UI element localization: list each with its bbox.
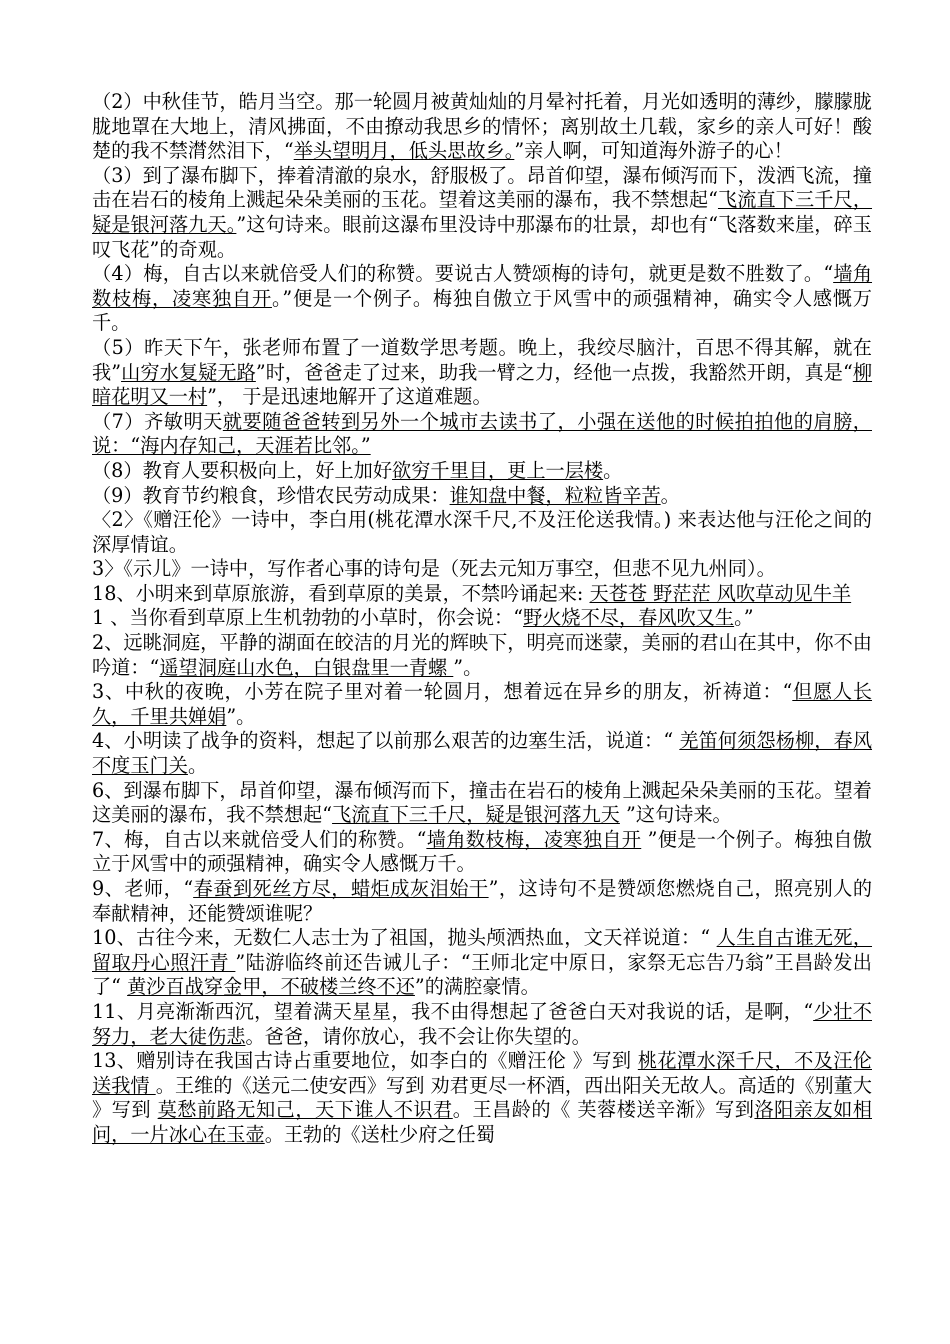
- underlined-answer: 天苍苍 野茫茫 风吹草动见牛羊: [589, 581, 852, 605]
- text-run: （2）中秋佳节，皓月当空。那一轮圆月被黄灿灿的月晕衬托着，月光如透明的薄纱，朦朦胧胧地罩在大地上，清风拂面，不由撩动我思乡的情怀；离别故土几载，家乡的亲人可好！酸楚的我不禁潸然泪下，“: [92, 90, 872, 163]
- paragraph: [92, 582, 872, 607]
- underlined-answer: 人生自古谁无死，留取丹心照汗青: [92, 926, 873, 974]
- text-run: 。王昌龄的《 芙蓉楼送辛渐》写到: [452, 1098, 755, 1122]
- underlined-answer: 少壮不努力，老大徒伤悲: [92, 999, 872, 1048]
- text-run: 。: [603, 458, 623, 482]
- paragraph: [92, 926, 872, 1000]
- underlined-answer: 野火烧不尽，春风吹又生: [523, 606, 735, 630]
- underlined-answer: 就要随爸爸转到另外一个城市去读书了，小强在送他的时候拍拍他的肩膀，说：“海内存知己，天涯若比邻。”: [92, 409, 872, 458]
- text-run: ”， 于是迅速地解开了这道难题。: [207, 385, 492, 409]
- underlined-answer: 黄沙百战穿金甲，不破楼兰终不还: [127, 975, 415, 999]
- text-run: ”。: [226, 704, 256, 728]
- text-run: 9、老师，“: [92, 877, 194, 900]
- text-run: ”时，爸爸走了过来，助我一臂之力，经他一点拨，我豁然开朗，真是“: [255, 360, 853, 384]
- paragraph: [92, 1000, 872, 1049]
- underlined-answer: 羌笛何须怨杨柳，春风不度玉门关: [92, 729, 873, 778]
- paragraph: [92, 508, 872, 557]
- paragraph: [92, 680, 872, 729]
- paragraph: [92, 459, 872, 484]
- text-run: 。王维的《送元二使安西》写到 劝君更尽一杯酒，西出阳关无故人。高适的《别董大 》写到: [92, 1073, 872, 1122]
- text-run: ”陆游临终前还告诫儿子：“王师北定中原日，家祭无忘告乃翁”王昌龄发出了“: [92, 950, 872, 999]
- underlined-answer: 山穷水复疑无路: [121, 360, 256, 384]
- text-run: 13、赠别诗在我国古诗占重要地位，如李白的《赠汪伦 》写到: [92, 1049, 638, 1073]
- underlined-answer: 飞流直下三千尺，疑是银河落九天: [332, 803, 620, 827]
- paragraph: [92, 262, 872, 336]
- text-run: 1 、当你看到草原上生机勃勃的小草时，你会说：“: [92, 606, 524, 630]
- text-run: ”。: [453, 655, 483, 679]
- text-run: ”，这诗句不是赞颂您燃烧自己，照亮别人的奉献精神，还能赞颂谁呢？: [92, 877, 873, 925]
- underlined-answer: 洛阳亲友如相问，一片冰心在玉壶: [92, 1098, 872, 1146]
- text-run: ”这句诗来。: [619, 803, 732, 827]
- text-run: 。: [660, 483, 680, 507]
- paragraph: [92, 336, 872, 410]
- paragraph: [92, 1049, 872, 1147]
- paragraph: [92, 164, 872, 262]
- paragraph: [92, 90, 872, 164]
- text-run: 3、中秋的夜晚，小芳在院子里对着一轮圆月，想着远在异乡的朋友，祈祷道：“: [92, 680, 793, 704]
- text-run: 6、到瀑布脚下，昂首仰望，瀑布倾泻而下，撞击在岩石的棱角上溅起朵朵美丽的玉花。望着这美丽的瀑布，我不禁想起“: [92, 778, 872, 827]
- text-run: 2、远眺洞庭，平静的湖面在皎洁的月光的辉映下，明亮而迷蒙，美丽的君山在其中，你不由吟道：“: [92, 631, 872, 679]
- text-run: 11、月亮渐渐西沉，望着满天星星，我不由得想起了爸爸白天对我说的话，是啊，“: [92, 999, 814, 1023]
- text-run: 。”: [734, 606, 754, 630]
- text-run: 7、梅，自古以来就倍受人们的称赞。“: [92, 827, 427, 851]
- text-run: ”亲人啊，可知道海外游子的心！: [514, 139, 793, 163]
- text-run: 。爸爸，请你放心，我不会让你失望的。: [245, 1024, 591, 1048]
- underlined-answer: 但愿人长久，千里共婵娟: [92, 680, 873, 728]
- underlined-answer: 桃花潭水深千尺，不及汪伦送我情: [92, 1049, 872, 1097]
- text-run: 3〉《示儿》一诗中，写作者心事的诗句是（死去元知万事空，但悲不见九州同）。: [92, 557, 776, 581]
- paragraph: [92, 828, 872, 877]
- text-run: 18、小明来到草原旅游，看到草原的美景，不禁吟诵起来:: [92, 581, 590, 605]
- text-run: （3）到了瀑布脚下，捧着清澈的泉水，舒服极了。昂首仰望，瀑布倾泻而下，泼洒飞流，撞击在岩石的棱角上溅起朵朵美丽的玉花。望着这美丽的瀑布，我不禁想起“: [92, 163, 872, 212]
- underlined-answer: 柳暗花明又一村: [92, 360, 873, 409]
- paragraph: [92, 410, 872, 459]
- paragraph: [92, 557, 872, 582]
- text-run: （8）教育人要积极向上，好上加好: [92, 458, 393, 482]
- document-body: [92, 90, 872, 1148]
- text-run: （7）齐敏明天: [92, 409, 223, 433]
- underlined-answer: 欲穷千里目，更上一层楼: [392, 458, 604, 482]
- underlined-answer: 举头望明月，低头思故乡。: [293, 139, 515, 163]
- text-run: ”的满腔豪情。: [414, 975, 540, 999]
- text-run: ”这句诗来。眼前这瀑布里没诗中那瀑布的壮景，却也有“飞落数来崖，碎玉叹飞花”的奇观。: [92, 212, 872, 261]
- text-run: 4、小明读了战争的资料，想起了以前那么艰苦的边塞生活，说道：“: [92, 729, 680, 753]
- text-run: （9）教育节约粮食，珍惜农民劳动成果：: [92, 483, 450, 507]
- underlined-answer: 莫愁前路无知己，天下谁人不识君: [157, 1098, 453, 1122]
- paragraph: [92, 729, 872, 778]
- text-run: （5）昨天下午，张老师布置了一道数学思考题。晚上，我绞尽脑汁，百思不得其解，就在我”: [92, 335, 872, 384]
- underlined-answer: 谁知盘中餐，粒粒皆辛苦: [449, 483, 661, 507]
- paragraph: [92, 606, 872, 631]
- underlined-answer: 墙角数枝梅，凌寒独自开: [92, 262, 873, 310]
- text-run: ”便是一个例子。梅独自傲立于风雪中的顽强精神，确实令人感慨万千。: [92, 827, 872, 876]
- underlined-answer: 飞流直下三千尺，疑是银河落九天。: [92, 188, 873, 236]
- text-run: 10、古往今来，无数仁人志士为了祖国，抛头颅洒热血，文天祥说道：“: [92, 926, 717, 950]
- paragraph: [92, 484, 872, 509]
- underlined-answer: 墙角数枝梅，凌寒独自开: [426, 827, 642, 851]
- paragraph: [92, 877, 872, 926]
- paragraph: [92, 631, 872, 680]
- underlined-answer: 遥望洞庭山水色，白银盘里一青螺: [159, 655, 454, 679]
- text-run: （4）梅，自古以来就倍受人们的称赞。要说古人赞颂梅的诗句，就更是数不胜数了。“: [92, 262, 834, 286]
- text-run: 。王勃的《送杜少府之任蜀: [264, 1122, 495, 1146]
- paragraph: [92, 779, 872, 828]
- underlined-answer: 春蚕到死丝方尽，蜡炬成灰泪始干: [193, 877, 489, 900]
- text-run: 。”便是一个例子。梅独自傲立于风雪中的顽强精神，确实令人感慨万千。: [92, 286, 872, 335]
- text-run: 〈2〉《赠汪伦》一诗中，李白用(桃花潭水深千尺,不及汪伦送我情。) 来表达他与汪伦之间的深厚情谊。: [92, 508, 872, 556]
- text-run: 。: [187, 754, 208, 778]
